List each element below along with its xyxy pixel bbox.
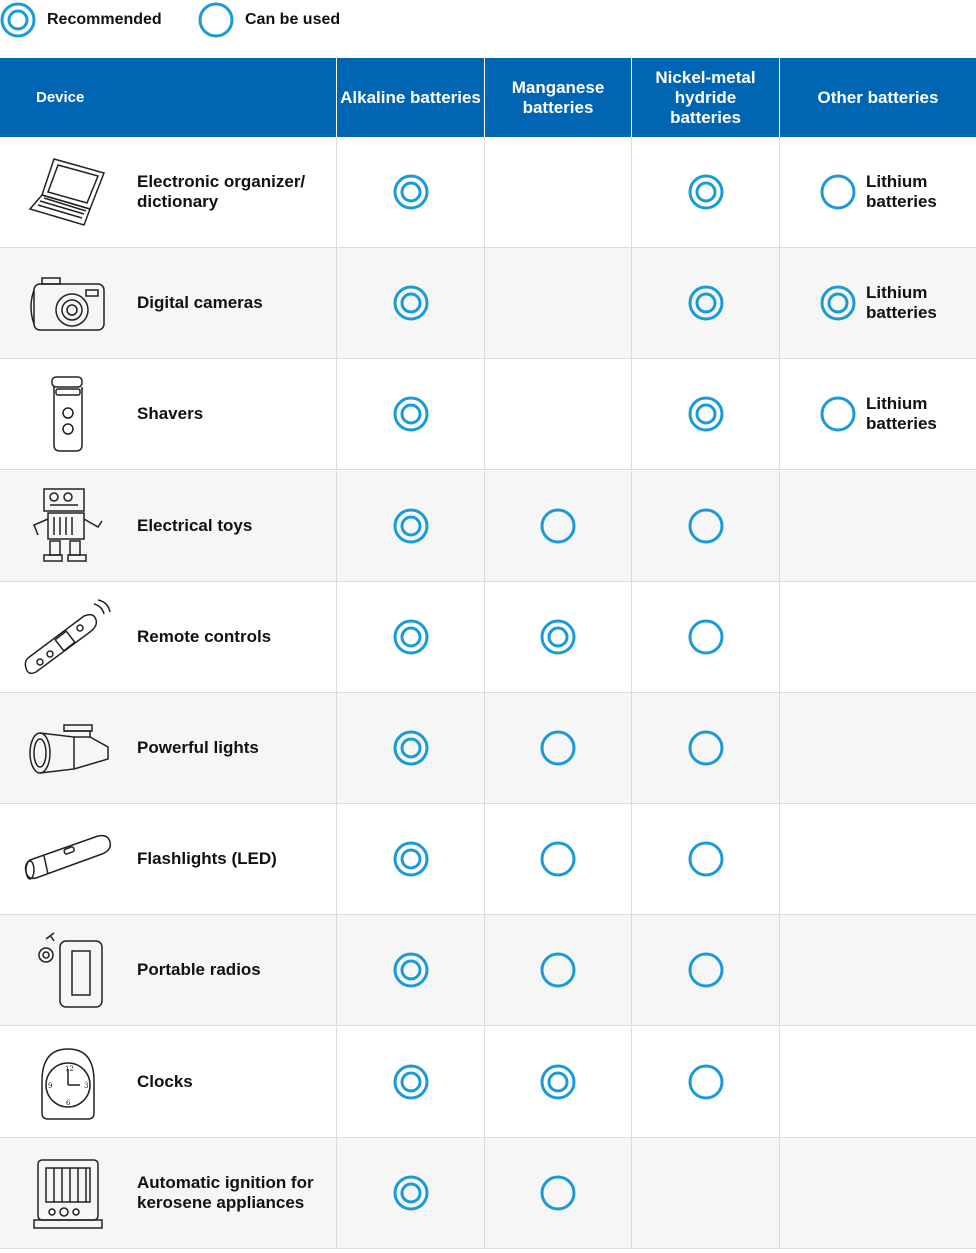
- manganese-cell: [484, 359, 631, 469]
- manganese-cell: [484, 693, 631, 803]
- can-be-used-symbol-icon: [540, 508, 576, 544]
- manganese-cell: [484, 137, 631, 247]
- table-row: [0, 471, 976, 582]
- header-alkaline: Alkaline batteries: [336, 58, 484, 137]
- alkaline-cell: [336, 582, 484, 692]
- recommended-symbol-icon: [393, 1064, 429, 1100]
- recommended-symbol-icon: [540, 1064, 576, 1100]
- alkaline-cell: [336, 804, 484, 914]
- table-row: [0, 582, 976, 693]
- svg-text:9: 9: [48, 1081, 53, 1090]
- nimh-cell: [631, 137, 779, 247]
- device-name: Flashlights (LED): [137, 849, 277, 869]
- device-cell: [0, 693, 336, 803]
- table-row: [0, 1027, 976, 1138]
- table-header: [0, 58, 976, 137]
- header-manganese: Manganese batteries: [484, 58, 631, 137]
- recommended-symbol-icon: [393, 174, 429, 210]
- recommended-symbol-icon: [688, 174, 724, 210]
- device-name: Electrical toys: [137, 515, 253, 535]
- recommended-symbol-icon: [393, 730, 429, 766]
- can-be-used-symbol-icon: [540, 730, 576, 766]
- device-name: Powerful lights: [137, 738, 259, 757]
- other-battery-label: Lithium batteries: [866, 394, 937, 434]
- other-cell: [779, 582, 976, 692]
- other-battery-label: Lithium batteries: [866, 283, 937, 323]
- table-row: [0, 359, 976, 470]
- device-name: Clocks: [137, 1071, 193, 1091]
- remote-control-icon: [24, 596, 112, 678]
- other-cell: [779, 693, 976, 803]
- nimh-cell: [631, 1138, 779, 1248]
- recommended-symbol-icon: [393, 619, 429, 655]
- nimh-cell: [631, 693, 779, 803]
- device-cell: [0, 359, 336, 469]
- recommended-symbol-icon: [393, 396, 429, 432]
- svg-text:12: 12: [65, 1064, 74, 1073]
- alkaline-cell: [336, 471, 484, 581]
- can-be-used-symbol-icon: [688, 619, 724, 655]
- alkaline-cell: [336, 1027, 484, 1137]
- can-be-used-symbol-icon: [820, 174, 856, 210]
- legend-can-be-used-label: Can be used: [245, 11, 341, 28]
- alkaline-cell: [336, 693, 484, 803]
- other-battery: [780, 283, 976, 323]
- manganese-cell: [484, 1138, 631, 1248]
- recommended-symbol-icon: [393, 952, 429, 988]
- device-cell: [0, 1027, 336, 1137]
- device-cell: [0, 804, 336, 914]
- svg-text:3: 3: [84, 1081, 89, 1090]
- svg-text:6: 6: [66, 1098, 71, 1107]
- manganese-cell: [484, 1027, 631, 1137]
- table-row: [0, 137, 976, 248]
- table-row: [0, 915, 976, 1026]
- shaver-icon: [24, 373, 112, 455]
- alkaline-cell: [336, 137, 484, 247]
- other-battery-label: Lithium batteries: [866, 172, 937, 211]
- other-cell: [779, 248, 976, 358]
- device-name: Shavers: [137, 404, 204, 424]
- device-cell: [0, 1138, 336, 1248]
- clock-icon: [24, 1041, 112, 1123]
- device-cell: [0, 137, 336, 247]
- device-cell: [0, 915, 336, 1025]
- recommended-symbol-icon: [540, 619, 576, 655]
- legend: [0, 0, 976, 58]
- recommended-symbol-icon: [688, 285, 724, 321]
- other-cell: [779, 804, 976, 914]
- robot-toy-icon: [24, 485, 112, 567]
- nimh-cell: [631, 1027, 779, 1137]
- nimh-cell: [631, 248, 779, 358]
- device-cell: [0, 582, 336, 692]
- device-cell: [0, 248, 336, 358]
- table-row: [0, 693, 976, 804]
- can-be-used-symbol-icon: [540, 841, 576, 877]
- manganese-cell: [484, 471, 631, 581]
- table-row: [0, 804, 976, 915]
- other-cell: [779, 915, 976, 1025]
- device-cell: [0, 471, 336, 581]
- alkaline-cell: [336, 915, 484, 1025]
- other-cell: [779, 137, 976, 247]
- can-be-used-symbol-icon: [540, 952, 576, 988]
- radio-icon: [24, 929, 112, 1011]
- recommended-symbol-icon: [820, 285, 856, 321]
- alkaline-cell: [336, 359, 484, 469]
- header-device: Device: [36, 88, 85, 106]
- manganese-cell: [484, 804, 631, 914]
- other-cell: [779, 359, 976, 469]
- kerosene-heater-icon: [24, 1152, 112, 1234]
- can-be-used-symbol-icon: [540, 1175, 576, 1211]
- device-name: Remote controls: [137, 626, 272, 646]
- recommended-symbol-icon: [0, 2, 36, 38]
- recommended-symbol-icon: [688, 396, 724, 432]
- table-row: [0, 248, 976, 359]
- other-battery: [780, 172, 976, 212]
- laptop-icon: [24, 151, 112, 233]
- legend-recommended: [0, 3, 162, 37]
- can-be-used-symbol-icon: [688, 841, 724, 877]
- camera-icon: [24, 262, 112, 344]
- device-name: Automatic ignition for kerosene appliances: [137, 1172, 314, 1212]
- can-be-used-symbol-icon: [820, 396, 856, 432]
- recommended-symbol-icon: [393, 1175, 429, 1211]
- legend-recommended-label: Recommended: [47, 11, 162, 28]
- header-nimh: Nickel-metal hydride batteries: [631, 58, 779, 137]
- device-name: Digital cameras: [137, 293, 263, 313]
- recommended-symbol-icon: [393, 285, 429, 321]
- flashlight-icon: [24, 818, 112, 900]
- other-cell: [779, 471, 976, 581]
- nimh-cell: [631, 582, 779, 692]
- other-battery: [780, 394, 976, 434]
- other-cell: [779, 1027, 976, 1137]
- nimh-cell: [631, 359, 779, 469]
- legend-can-be-used: [198, 3, 340, 37]
- can-be-used-symbol-icon: [198, 2, 234, 38]
- nimh-cell: [631, 471, 779, 581]
- other-cell: [779, 1138, 976, 1248]
- device-name: Portable radios: [137, 960, 261, 980]
- can-be-used-symbol-icon: [688, 952, 724, 988]
- header-other: Other batteries: [779, 58, 976, 137]
- nimh-cell: [631, 915, 779, 1025]
- can-be-used-symbol-icon: [688, 730, 724, 766]
- can-be-used-symbol-icon: [688, 1064, 724, 1100]
- lantern-icon: [24, 707, 112, 789]
- device-name: Electronic organizer/ dictionary: [137, 172, 306, 211]
- table-row: [0, 1138, 976, 1249]
- recommended-symbol-icon: [393, 841, 429, 877]
- alkaline-cell: [336, 248, 484, 358]
- manganese-cell: [484, 915, 631, 1025]
- can-be-used-symbol-icon: [688, 508, 724, 544]
- recommended-symbol-icon: [393, 508, 429, 544]
- manganese-cell: [484, 248, 631, 358]
- nimh-cell: [631, 804, 779, 914]
- alkaline-cell: [336, 1138, 484, 1248]
- manganese-cell: [484, 582, 631, 692]
